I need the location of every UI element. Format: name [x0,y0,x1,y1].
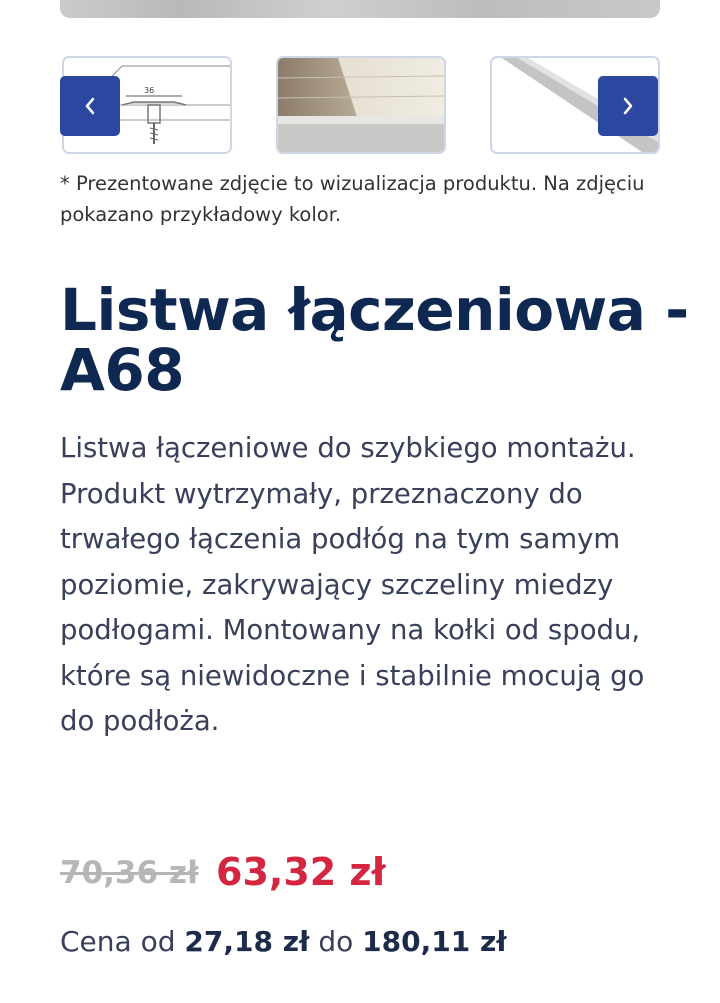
thumbnail-floor-photo[interactable] [276,56,446,154]
main-product-image [60,0,660,18]
price-range-min: 27,18 zł [184,925,310,958]
price-range-prefix: Cena od [60,925,176,958]
visualization-note: * Prezentowane zdjęcie to wizualizacja produktu. Na zdjęciu pokazano przykładowy kolor. [60,172,645,226]
price-range [60,925,507,958]
floor-installation-image [278,58,444,152]
product-description: Listwa łączeniowe do szybkiego montażu. Produkt wytrzymały, przeznaczony do trwałego łączenia podłóg na tym samym poziomie, zakrywający szczeliny miedzy podłogami. Montowany na kołki od spodu, które są niewidoczne i stabilnie mocują go do podłoża. [60,432,645,737]
old-price: 70,36 zł [60,855,199,891]
price-range-mid: do [318,925,354,958]
current-price: 63,32 zł [216,850,386,894]
product-title: Listwa łączeniowa - A68 [60,276,689,404]
gallery-next-button[interactable] [598,76,658,136]
dimension-label: 36 [144,86,155,95]
chevron-right-icon [621,96,635,116]
gallery-prev-button[interactable] [60,76,120,136]
chevron-left-icon [83,96,97,116]
price-range-max: 180,11 zł [362,925,507,958]
